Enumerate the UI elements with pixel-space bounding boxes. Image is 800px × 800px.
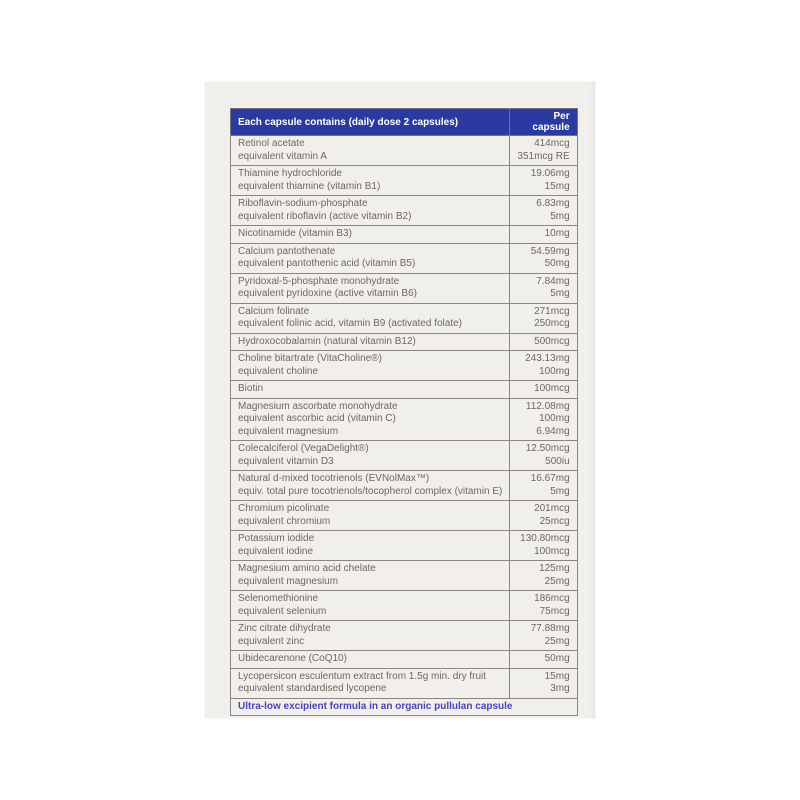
ingredient-line: Zinc citrate dihydrate xyxy=(238,623,331,634)
ingredient-line: Hydroxocobalamin (natural vitamin B12) xyxy=(238,335,416,347)
amount-value: 5mg xyxy=(550,210,570,222)
ingredient-cell xyxy=(231,651,510,669)
amount-cell xyxy=(510,351,577,381)
ingredient-line: equivalent zinc xyxy=(238,635,305,647)
ingredient-cell xyxy=(231,441,510,471)
amount-cell xyxy=(510,243,577,273)
ingredient-line: Magnesium amino acid chelate xyxy=(238,563,376,574)
ingredient-line: equivalent choline xyxy=(238,365,319,377)
amount-value: 100mg xyxy=(539,413,570,424)
table-row xyxy=(231,303,578,333)
ingredient-cell xyxy=(231,668,510,698)
table-row xyxy=(231,441,578,471)
amount-value: 50mg xyxy=(544,653,570,664)
table-row xyxy=(231,351,578,381)
amount-value: 12.50mcg xyxy=(525,443,570,454)
ingredient-line: Ubidecarenone (CoQ10) xyxy=(238,653,347,664)
table-row xyxy=(231,668,578,698)
ingredient-cell xyxy=(231,621,510,651)
ingredient-line: equivalent pyridoxine (active vitamin B6) xyxy=(238,288,417,299)
amount-value: 100mcg xyxy=(534,545,570,557)
amount-cell xyxy=(510,196,577,226)
table-row xyxy=(231,621,578,651)
amount-value: 25mg xyxy=(544,635,570,647)
amount-cell xyxy=(510,333,577,351)
amount-value: 5mg xyxy=(550,485,570,497)
ingredient-line: Lycopersicon esculentum extract from 1.5g min. dry fruit xyxy=(238,670,487,682)
ingredient-line: Calcium pantothenate xyxy=(238,245,336,257)
table-row xyxy=(231,531,578,561)
amount-cell xyxy=(510,441,577,471)
ingredient-cell xyxy=(231,591,510,621)
amount-value: 19.06mg xyxy=(530,168,570,179)
amount-cell xyxy=(510,668,577,698)
ingredient-line: Potassium iodide xyxy=(238,533,315,544)
ingredient-cell xyxy=(231,561,510,591)
ingredient-line: equivalent standardised lycopene xyxy=(238,683,387,694)
ingredient-line: equivalent vitamin A xyxy=(238,150,327,162)
amount-cell xyxy=(510,591,577,621)
ingredient-line: equivalent folinic acid, vitamin B9 (activated folate) xyxy=(238,318,463,329)
ingredient-cell xyxy=(231,471,510,501)
ingredient-line: Retinol acetate xyxy=(238,138,305,149)
amount-cell xyxy=(510,398,577,441)
amount-cell xyxy=(510,303,577,333)
ingredient-line: equivalent chromium xyxy=(238,515,331,527)
ingredient-line: equivalent selenium xyxy=(238,605,327,617)
amount-value: 50mg xyxy=(544,258,570,269)
amount-value: 125mg xyxy=(539,563,570,574)
amount-value: 75mcg xyxy=(539,605,570,617)
ingredient-cell xyxy=(231,196,510,226)
ingredient-line: Selenomethionine xyxy=(238,593,319,604)
table-row xyxy=(231,136,578,166)
ingredient-line: equivalent iodine xyxy=(238,545,314,557)
amount-cell xyxy=(510,166,577,196)
amount-cell xyxy=(510,136,577,166)
amount-value: 6.94mg xyxy=(536,425,570,437)
ingredient-cell xyxy=(231,166,510,196)
amount-cell xyxy=(510,561,577,591)
ingredient-line: equiv. total pure tocotrienols/tocopherol complex (vitamin E) xyxy=(238,485,503,497)
amount-cell xyxy=(510,381,577,399)
table-row xyxy=(231,196,578,226)
amount-value: 186mcg xyxy=(534,593,570,604)
amount-cell xyxy=(510,651,577,669)
ingredient-line: equivalent pantothenic acid (vitamin B5) xyxy=(238,258,416,269)
ingredient-cell xyxy=(231,136,510,166)
amount-cell xyxy=(510,273,577,303)
footer-note: Ultra-low excipient formula in an organic pullulan capsule xyxy=(231,698,578,716)
table-row xyxy=(231,243,578,273)
amount-value: 351mcg RE xyxy=(517,150,570,162)
ingredient-line: Pyridoxal-5-phosphate monohydrate xyxy=(238,275,400,287)
amount-value: 414mcg xyxy=(534,138,570,149)
amount-value: 6.83mg xyxy=(536,198,570,209)
ingredient-line: Chromium picolinate xyxy=(238,503,330,514)
amount-value: 15mg xyxy=(544,670,570,682)
amount-value: 500iu xyxy=(545,455,570,467)
ingredient-line: equivalent riboflavin (active vitamin B2) xyxy=(238,210,412,222)
ingredient-cell xyxy=(231,273,510,303)
amount-value: 25mcg xyxy=(539,515,570,527)
amount-cell xyxy=(510,226,577,244)
ingredient-column-header: Each capsule contains (daily dose 2 capsules) xyxy=(231,109,510,136)
ingredient-line: Calcium folinate xyxy=(238,305,310,317)
amount-value: 243.13mg xyxy=(525,353,570,364)
amount-value: 15mg xyxy=(544,180,570,192)
table-row xyxy=(231,381,578,399)
table-row xyxy=(231,501,578,531)
table-row xyxy=(231,651,578,669)
supplement-facts-table xyxy=(230,108,578,716)
amount-value: 201mcg xyxy=(534,503,570,514)
amount-value: 25mg xyxy=(544,575,570,587)
amount-value: 77.88mg xyxy=(530,623,570,634)
ingredient-line: Riboflavin-sodium-phosphate xyxy=(238,198,368,209)
ingredient-cell xyxy=(231,381,510,399)
ingredient-cell xyxy=(231,501,510,531)
ingredient-cell xyxy=(231,351,510,381)
ingredient-cell xyxy=(231,243,510,273)
amount-value: 5mg xyxy=(550,288,570,299)
ingredient-cell xyxy=(231,398,510,441)
ingredient-line: equivalent magnesium xyxy=(238,575,339,587)
amount-value: 54.59mg xyxy=(530,245,570,257)
table-row xyxy=(231,561,578,591)
amount-value: 7.84mg xyxy=(536,275,570,287)
footer-row xyxy=(231,698,578,716)
product-box-side-panel xyxy=(205,82,595,718)
table-row xyxy=(231,591,578,621)
ingredient-line: Thiamine hydrochloride xyxy=(238,168,342,179)
table-row xyxy=(231,273,578,303)
amount-value: 500mcg xyxy=(534,335,570,347)
ingredient-line: Magnesium ascorbate monohydrate xyxy=(238,400,398,412)
table-row xyxy=(231,333,578,351)
table-header-row xyxy=(231,109,578,136)
amount-cell xyxy=(510,531,577,561)
ingredient-line: equivalent ascorbic acid (vitamin C) xyxy=(238,413,396,424)
ingredient-cell xyxy=(231,226,510,244)
table-row xyxy=(231,166,578,196)
amount-value: 271mcg xyxy=(534,305,570,317)
ingredient-cell xyxy=(231,333,510,351)
amount-value: 10mg xyxy=(544,228,570,239)
table-row xyxy=(231,471,578,501)
ingredient-line: equivalent magnesium xyxy=(238,425,339,437)
amount-value: 100mg xyxy=(539,365,570,377)
amount-value: 130.80mcg xyxy=(520,533,570,544)
amount-value: 16.67mg xyxy=(530,473,570,484)
amount-value: 112.08mg xyxy=(525,400,570,412)
amount-cell xyxy=(510,501,577,531)
amount-column-header: Per capsule xyxy=(510,109,577,136)
ingredient-line: equivalent thiamine (vitamin B1) xyxy=(238,180,381,192)
ingredient-cell xyxy=(231,531,510,561)
ingredient-line: Biotin xyxy=(238,383,264,394)
amount-value: 100mcg xyxy=(534,383,570,394)
amount-cell xyxy=(510,471,577,501)
ingredient-cell xyxy=(231,303,510,333)
ingredient-line: Colecalciferol (VegaDelight®) xyxy=(238,443,369,454)
table-row xyxy=(231,226,578,244)
ingredient-line: equivalent vitamin D3 xyxy=(238,455,334,467)
amount-value: 250mcg xyxy=(534,318,570,329)
ingredient-line: Natural d-mixed tocotrienols (EVNolMax™) xyxy=(238,473,430,484)
ingredient-line: Nicotinamide (vitamin B3) xyxy=(238,228,352,239)
amount-cell xyxy=(510,621,577,651)
table-row xyxy=(231,398,578,441)
amount-value: 3mg xyxy=(550,683,570,694)
ingredient-line: Choline bitartrate (VitaCholine®) xyxy=(238,353,382,364)
